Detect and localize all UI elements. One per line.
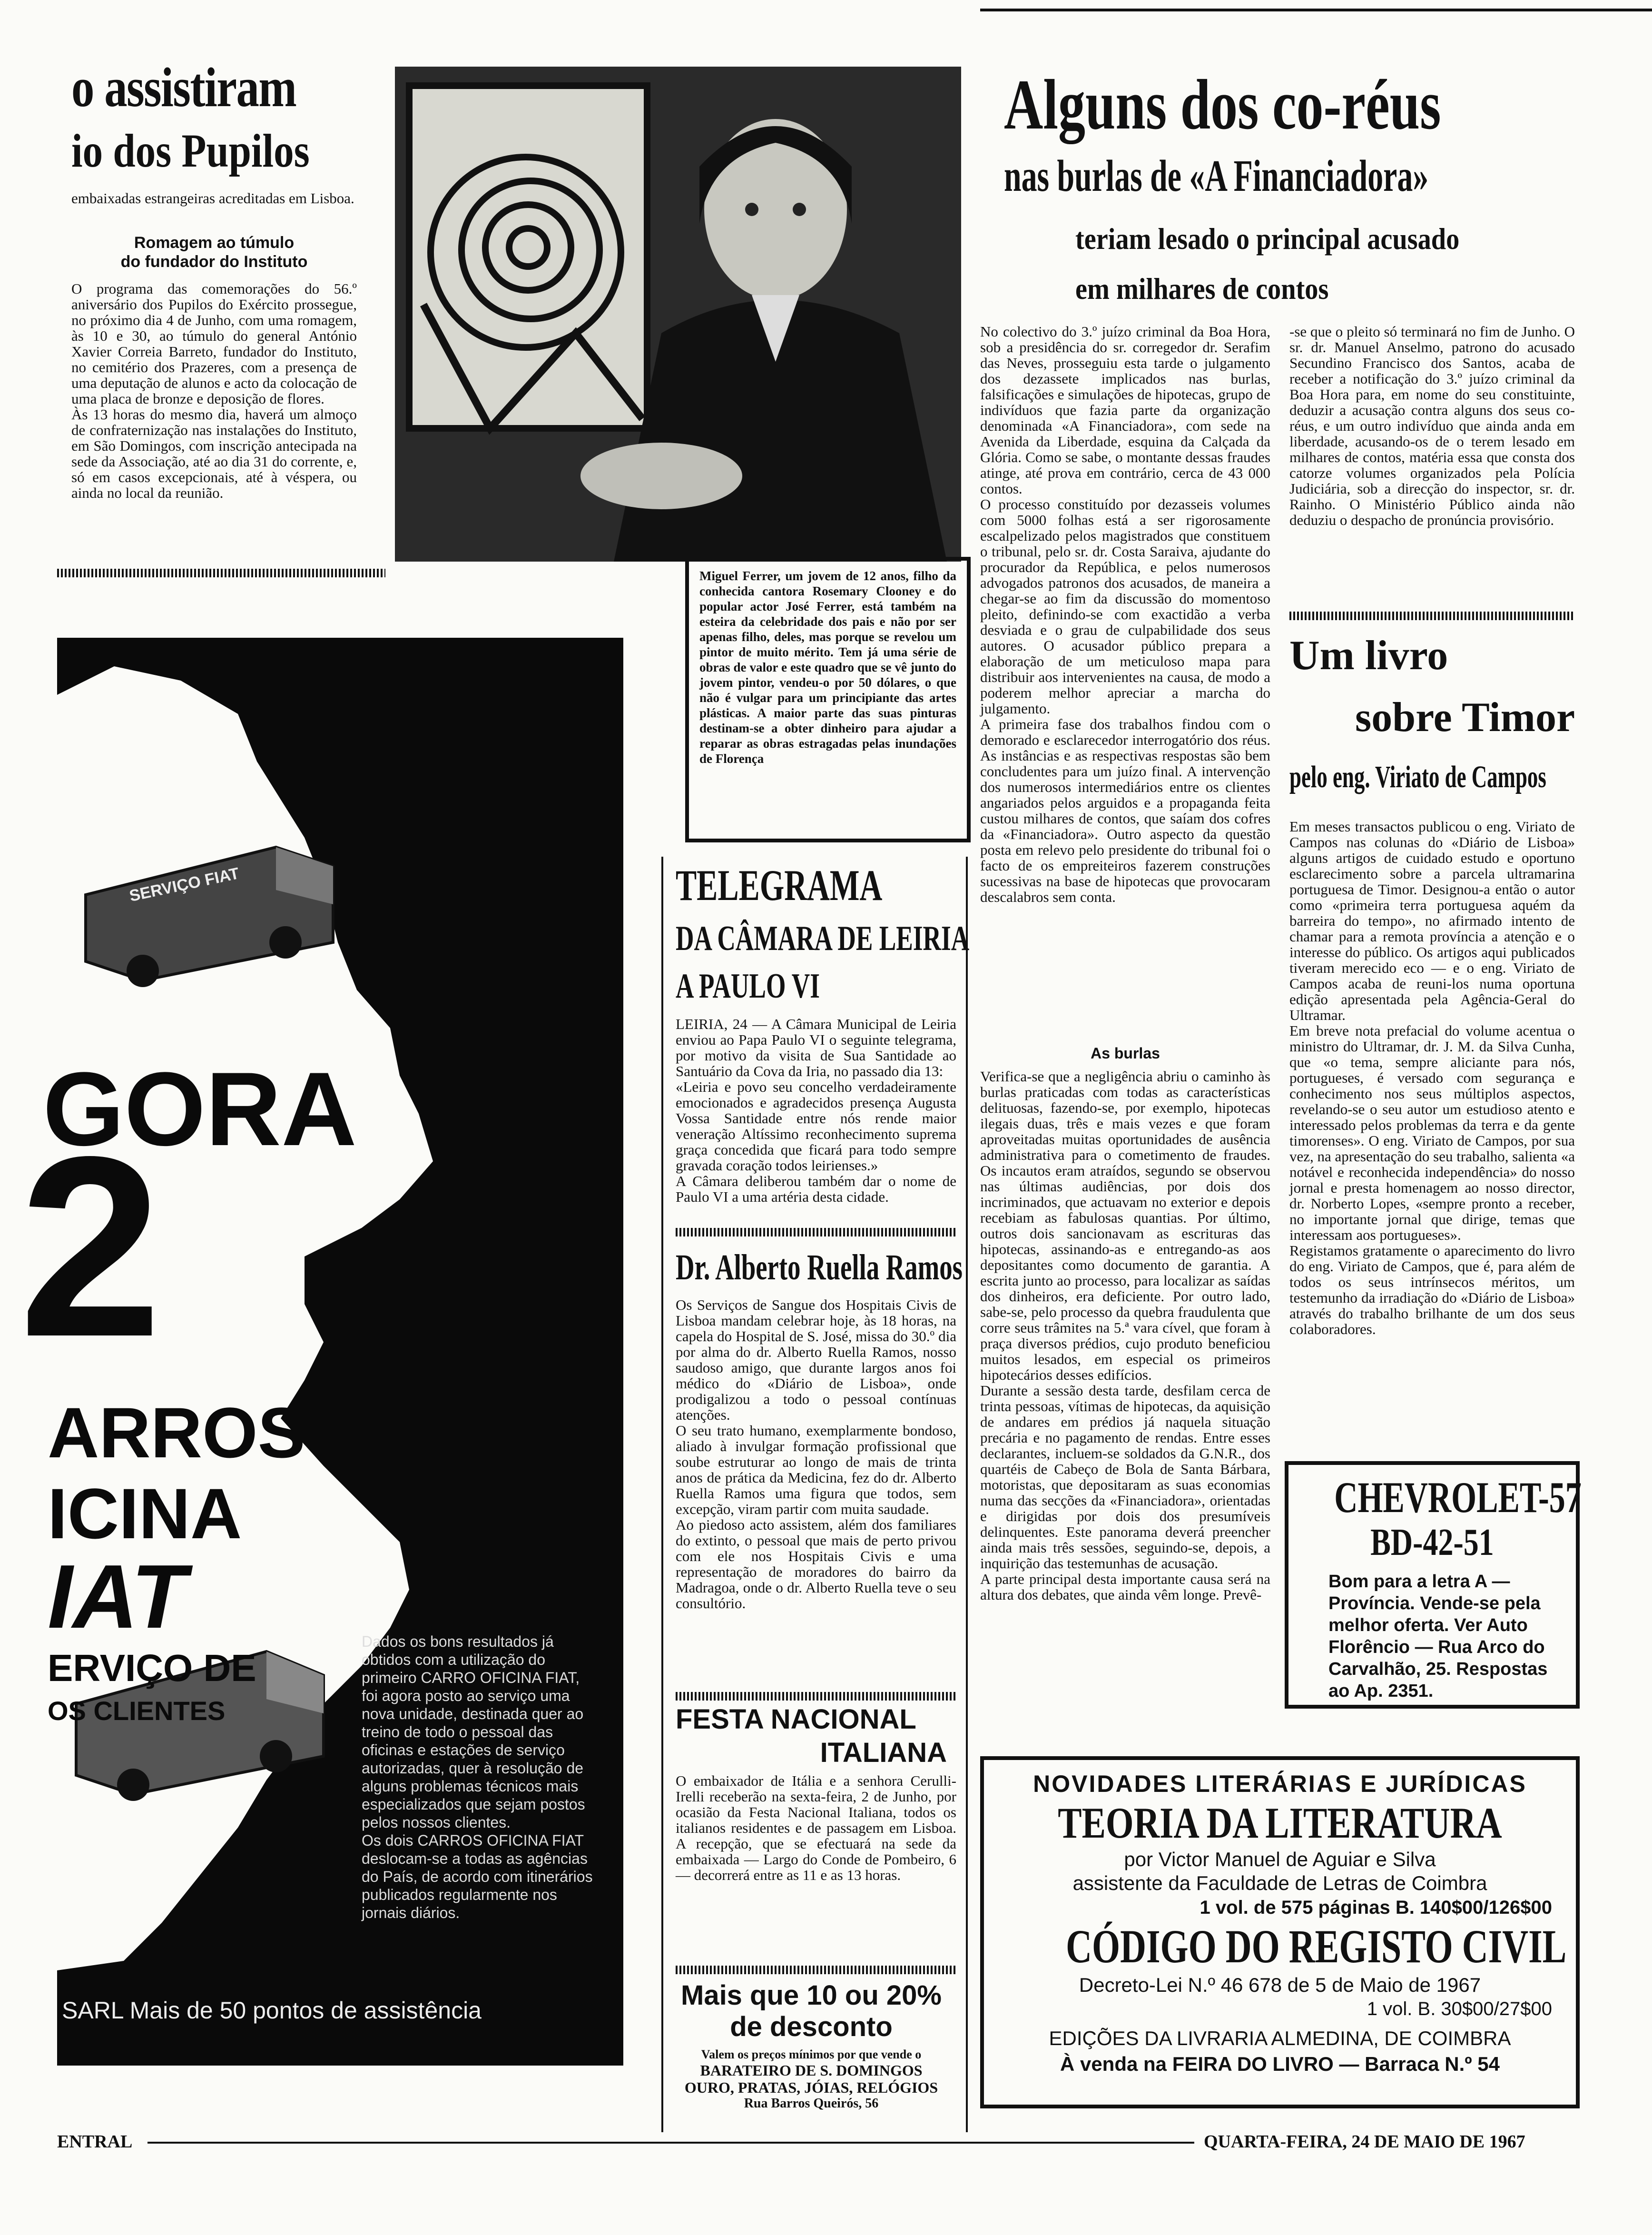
barateiro-small: Valem os preços mínimos por que vende o bbox=[701, 2047, 922, 2061]
financiadora-h3: teriam lesado o principal acusado bbox=[1075, 222, 1460, 256]
barateiro-items: OURO, PRATAS, JÓIAS, RELÓGIOS bbox=[684, 2079, 938, 2096]
footer-date: QUARTA-FEIRA, 24 DE MAIO DE 1967 bbox=[1204, 2132, 1525, 2152]
chevrolet-h2: BD-42-51 bbox=[1370, 1522, 1494, 1563]
chevrolet-body: Bom para a letra A — Província. Vende-se pela melhor oferta. Ver Auto Florêncio — Rua Arco do Carvalhão, 25. Respostas ao Ap. 2351. bbox=[1328, 1572, 1548, 1701]
almedina-role: assistente da Faculdade de Letras de Coimbra bbox=[1072, 1872, 1487, 1894]
pupilos-intro: embaixadas estrangeiras acreditadas em Lisboa. bbox=[71, 190, 354, 207]
pupilos-subhead: Romagem ao túmulo do fundador do Instituto bbox=[120, 234, 308, 271]
almedina-price2: 1 vol. B. 30$00/27$00 bbox=[1367, 1998, 1552, 2019]
barateiro-name: BARATEIRO DE S. DOMINGOS bbox=[700, 2062, 923, 2079]
pupilos-headline-1: o assistiram bbox=[71, 56, 296, 119]
footer-rule bbox=[148, 2142, 1194, 2144]
almedina-title1: TEORIA DA LITERATURA bbox=[1058, 1799, 1502, 1847]
chevrolet-advertisement[interactable] bbox=[1285, 1461, 1580, 1709]
financiadora-h1: Alguns dos co-réus bbox=[1004, 65, 1441, 144]
footer-left: ENTRAL bbox=[57, 2132, 133, 2152]
almedina-author: por Victor Manuel de Aguiar e Silva bbox=[1124, 1848, 1436, 1870]
fiat-advertisement[interactable] bbox=[19, 638, 623, 2066]
almedina-publisher: EDIÇÕES DA LIVRARIA ALMEDINA, DE COIMBRA bbox=[1049, 2027, 1511, 2049]
pupilos-body: O programa das comemorações do 56.º aniversário dos Pupilos do Exército prossegue, no próximo dia 4 de Junho, com uma romagem, às 10 e 30, ao túmulo do general António Xavier Correia Barreto, fundador do Instituto, no cemitério dos Prazeres, com a presença de uma deputação de alunos e acto da colocação de uma placa de bronze e deposição de flores. Às 13 horas do mesmo dia, haverá um almoço de confraternização nas instalações do Instituto, em São Domingos, com inscrição antecipada na sede da Associação, até ao dia 31 do corrente, e, só em casos excepcionais, até à véspera, ou ainda no local da reunião. bbox=[71, 280, 357, 501]
fiat-ad-logo: IAT bbox=[48, 1546, 187, 1647]
section-divider bbox=[676, 1692, 956, 1701]
financiadora-subhead: As burlas bbox=[1091, 1045, 1160, 1062]
fiat-van-icon bbox=[76, 838, 343, 990]
barateiro-advertisement[interactable] bbox=[666, 1980, 956, 2142]
timor-h3: pelo eng. Viriato de Campos bbox=[1289, 760, 1546, 794]
financiadora-col1: No colectivo do 3.º juízo criminal da Boa Hora, sob a presidência do sr. corregedor dr. Serafim das Neves, prosseguiu esta tarde o julgamento dos dezassete implicados nas burlas, falsificações e simulações de hipotecas, grupo de indivíduos que fazia parte da organização denominada «A Financiadora», com sede na Avenida da Liberdade, esquina da Calçada da Glória. Como se sabe, o montante dessas fraudes atinge, até prova em contrário, cerca de 43 000 contos. O processo constituído por dezasseis volumes com 5000 folhas está a ser rigorosamente escalpelizado pelos magistrados que constituem o tribunal, pelo sr. dr. Costa Saraiva, ajudante do procurador da República, e pelos numerosos advogados patronos dos acusados, de maneira a chegar-se ao fim da discussão do momentoso pleito, definindo-se com exactidão a verba desviada e o grau de culpabilidade dos seus autores. O acusador público prepara a elaboração de um meticuloso mapa para distribuir aos intervenientes na causa, de modo a poderem melhor apreciar a marcha do julgamento. A primeira fase dos trabalhos findou com o demorado e esclarecedor interrogatório dos réus. As instâncias e as respectivas respostas são bem concludentes para um juízo final. A intervenção dos numerosos intermediários entre os clientes angariados pelos arguidos e a propaganda feita custou milhares de contos, que saíam dos cofres da «Financiadora». Outro aspecto da questão posta em relevo pelo presidente do tribunal foi o facto de os empreiteiros fazerem construções sucessivas na base de hipotecas que provocaram descalabros sem conta. bbox=[980, 323, 1270, 905]
timor-h2: sobre Timor bbox=[1355, 694, 1575, 741]
financiadora-col2: -se que o pleito só terminará no fim de Junho. O sr. dr. Manuel Anselmo, patrono do acusado Secundino Francisco dos Santos, acaba de receber a notificação do 3.º juízo criminal da Boa Hora para, em nome do seu constituinte, deduzir a acusação contra alguns dos seus co-réus, e um outro indivíduo que ainda anda em liberdade, acusando-os de o terem lesado em milhares de contos, matéria essa que consta dos catorze volumes organizados pela Polícia Judiciária, sob a direcção do inspector, sr. dr. Rainho. O Ministério Público ainda não deduziu o despacho de pronúncia provisório. bbox=[1289, 323, 1575, 528]
photo-caption-box bbox=[685, 557, 971, 842]
fiat-ad-copy: Dados os bons resultados já obtidos com a utilização do primeiro CARRO OFICINA FIAT, foi agora posto ao serviço uma nova unidade, destinada quer ao treino de todo o pessoal das oficinas e estações de serviço autorizadas, quer à resolução de alguns problemas técnicos mais especializados que sejam postos pelos nossos clientes. Os dois CARROS OFICINA FIAT deslocam-se a todas as agências do País, de acordo com itinerários publicados regularmente nos jornais diários. bbox=[362, 1633, 593, 1921]
almedina-decree: Decreto-Lei N.º 46 678 de 5 de Maio de 1967 bbox=[1079, 1974, 1481, 1996]
telegrama-body: LEIRIA, 24 — A Câmara Municipal de Leiria enviou ao Papa Paulo VI o seguinte telegrama, por motivo da visita de Sua Santidade ao Santuário da Cova da Iria, no passado dia 13: «Leiria e povo seu concelho verdadeiramente emocionados e agradecidos presença Augusta Vossa Santidade entre nós rende maior veneração Altíssimo reconhecimento suprema graça concedida que ficará para todo sempre gravada coração todos leirienses.» A Câmara deliberou também dar o nome de Paulo VI a uma artéria desta cidade. bbox=[676, 1016, 956, 1205]
photo-illustration bbox=[395, 67, 961, 562]
financiadora-h2: nas burlas de «A Financiadora» bbox=[1004, 151, 1429, 201]
section-divider bbox=[676, 1228, 956, 1236]
chevrolet-h1: CHEVROLET-57 bbox=[1334, 1473, 1582, 1522]
financiadora-h4: em milhares de contos bbox=[1075, 272, 1329, 306]
almedina-advertisement[interactable] bbox=[980, 1756, 1580, 2108]
barateiro-h2: de desconto bbox=[730, 2011, 893, 2042]
fiat-ad-big-number: 2 bbox=[19, 1103, 162, 1390]
ruella-title: Dr. Alberto Ruella Ramos bbox=[676, 1247, 963, 1287]
telegrama-h1: TELEGRAMA bbox=[676, 861, 883, 910]
pupilos-headline-2: io dos Pupilos bbox=[71, 124, 310, 177]
ruella-body: Os Serviços de Sangue dos Hospitais Civis de Lisboa mandam celebrar hoje, às 18 horas, na capela do Hospital de S. José, missa do 30.º dia por alma do dr. Alberto Ruella Ramos, nosso saudoso amigo, que durante largos anos foi médico do «Diário de Lisboa», onde prodigalizou a todo o pessoal contínuas atenções. O seu trato humano, exemplarmente bondoso, aliado à invulgar formação profissional que soube estruturar ao longo de mais de trinta anos de prática da Medicina, fez do dr. Alberto Ruella Ramos uma figura que todos, sem excepção, viram partir com muita saudade. Ao piedoso acto assistem, além dos familiares do extinto, o pessoal que mais de perto privou com ele nos Hospitais Civis e uma representação de moradores do bairro da Madragoa, onde o dr. Alberto Ruella teve o seu consultório. bbox=[676, 1296, 956, 1612]
fiat-ad-footer: SARL Mais de 50 pontos de assistência bbox=[62, 1997, 482, 2024]
almedina-price1: 1 vol. de 575 páginas B. 140$00/126$00 bbox=[1200, 1897, 1552, 1918]
section-divider bbox=[57, 569, 385, 577]
timor-body: Em meses transactos publicou o eng. Viriato de Campos nas colunas do «Diário de Lisboa» alguns artigos de cuidado estudo e oportuno esclarecimento sobre a parcela ultramarina portuguesa de Timor. Designou-a então o autor como «primeira terra portuguesa aquém da barreira do tempo», no afirmado intento de chamar para a remota província a atenção e o interesse do público. Os artigos aqui publicados tiveram merecido eco — e o eng. Viriato de Campos acaba de reuni-los numa oportuna edição apresentada pela Agência-Geral do Ultramar. Em breve nota prefacial do volume acentua o ministro do Ultramar, dr. J. M. da Silva Cunha, que «o tema, sempre aliciante para nós, portugueses, é versado com segurança e conhecimento nos seus múltiplos aspectos, revelando-se o seu autor um estudioso atento e interessado pelos problemas da terra e da gente timorenses». O eng. Viriato de Campos, por sua vez, na apresentação do seu trabalho, salienta «a notável e reconhecida independência» do nosso jornal e presta homenagem ao nosso director, dr. Norberto Lopes, «sempre pronto a receber, no importante jornal que dirige, temas que interessam aos portugueses». Registamos gratamente o aparecimento do livro do eng. Viriato de Campos, que é, para além de todos os seus intrínsecos méritos, um testemunho da irradiação do «Diário de Lisboa» através do trabalho brilhante de um dos seus colaboradores. bbox=[1289, 818, 1575, 1337]
telegrama-h2: DA CÂMARA DE LEIRIA bbox=[676, 919, 970, 958]
telegrama-h3: A PAULO VI bbox=[676, 967, 820, 1006]
festa-h1: FESTA NACIONAL bbox=[676, 1704, 916, 1735]
festa-h2: ITALIANA bbox=[820, 1737, 947, 1768]
timor-h1: Um livro bbox=[1289, 633, 1448, 679]
fiat-ad-line1: GORA bbox=[43, 1050, 357, 1167]
top-rule bbox=[980, 9, 1652, 11]
fiat-ad-line5: ERVIÇO DE bbox=[48, 1647, 256, 1689]
column-rule bbox=[661, 857, 663, 2132]
festa-body: O embaixador de Itália e a senhora Cerulli-Irelli receberão na sexta-feira, 2 de Junho, por ocasião da Festa Nacional Italiana, todos os italianos residentes e de passagem em Lisboa. A recepção, que se efectuará na sede da embaixada — Largo do Conde de Pombeiro, 6 — decorrerá entre as 11 e as 13 horas. bbox=[676, 1772, 956, 1883]
almedina-fair: À venda na FEIRA DO LIVRO — Barraca N.º 54 bbox=[1060, 2053, 1500, 2075]
almedina-top: NOVIDADES LITERÁRIAS E JURÍDICAS bbox=[1033, 1770, 1527, 1797]
almedina-title2: CÓDIGO DO REGISTO CIVIL bbox=[1066, 1920, 1567, 1973]
section-divider bbox=[676, 1966, 956, 1974]
section-divider bbox=[1289, 612, 1575, 620]
fiat-ad-line2: ARROS bbox=[48, 1393, 305, 1473]
barateiro-address: Rua Barros Queirós, 56 bbox=[744, 2096, 879, 2111]
barateiro-h1: Mais que 10 ou 20% bbox=[681, 1980, 942, 2011]
van-label: SERVIÇO FIAT bbox=[128, 864, 241, 906]
column-rule bbox=[966, 857, 968, 2132]
fiat-ad-line6: OS CLIENTES bbox=[48, 1696, 226, 1726]
miguel-ferrer-photo bbox=[395, 67, 961, 562]
photo-caption: Miguel Ferrer, um jovem de 12 anos, filho da conhecida cantora Rosemary Clooney e do popular actor José Ferrer, está também na esteira da celebridade dos pais e não por ser apenas filho, deles, mas porque se revelou um pintor de muito mérito. Tem já uma série de obras de valor e este quadro que se vê junto do jovem pintor, vendeu-o por 50 dólares, o que não é vulgar para um principiante das artes plásticas. A maior parte das suas pinturas destinam-se a obter dinheiro para ajudar a reparar as obras estragadas pelas inundações de Florença bbox=[699, 569, 956, 766]
fiat-ad-line3: ICINA bbox=[48, 1474, 242, 1553]
financiadora-col1b: Verifica-se que a negligência abriu o caminho às burlas praticadas com todas as características delituosas, fazendo-se, por exemplo, hipotecas ilegais duas, três e mais vezes e que foram aproveitadas muitas oportunidades de ausência administrativa para o cometimento de fraudes. Os incautos eram atraídos, segundo se observou nas últimas audiências, por dois dos incriminados, que actuavam no exterior e depois recebiam as fabulosas quantias. Por último, outros dois sancionavam as escrituras das hipotecas, assinando-as e entregando-as aos depositantes como documento de garantia. A escrita junto ao processo, para localizar as saídas dos dinheiros, era deficiente. Por outro lado, sabe-se, pelo processo da quebra fraudulenta que corre seus trâmites na 5.ª vara cível, que foram à praça diversos prédios, cujo produto beneficiou muitos lesados, em especial os primeiros hipotecários desses edifícios. Durante a sessão desta tarde, desfilam cerca de trinta pessoas, vítimas de hipotecas, da aquisição de andares em prédios já naquela situação precária e no pagamento de rendas. Entre esses declarantes, incluem-se soldados da G.N.R., dos quartéis de Cabeço de Bola de Santa Bárbara, motoristas, que depositaram as suas economias numa das secções da «Financiadora», orientadas e dirigidas por dois dos presumíveis delinquentes. Este panorama deverá preencher ainda mais três sessões, seguindo-se, depois, a inquirição das testemunhas de acusação. A parte principal desta importante causa será na altura dos debates, que ainda vêm longe. Prevê- bbox=[980, 1068, 1270, 1603]
